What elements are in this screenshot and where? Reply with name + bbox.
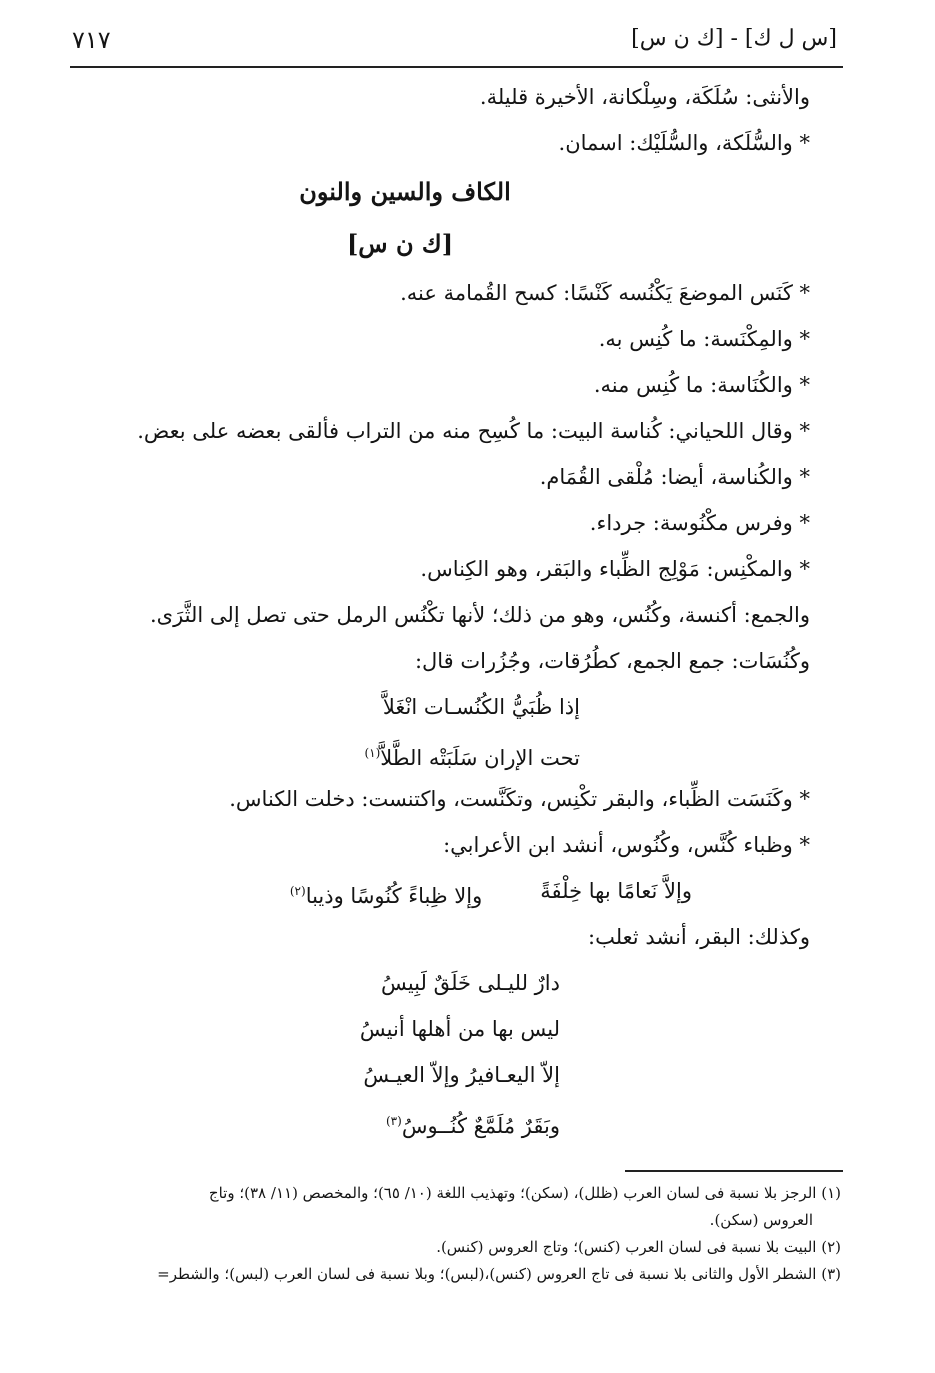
main-text [110,74,810,1144]
verse-couplet [110,868,810,914]
verse-line [110,1052,810,1098]
entry-line: والجمع: أكنسة، وكُنُس، وهو من ذلك؛ لأنها تكْنُس الرمل حتى تصل إلى الثَّرَى. [149,603,810,627]
entry-line: * وفرس مكْنُوسة: جرداء. [589,511,810,535]
footnote-line: العروس (سكن). [709,1211,813,1229]
text-line: والأنثى: سُلَكَة، وسِلْكانة، الأخيرة قليلة. [479,85,810,109]
verse-line [110,730,810,776]
entry-line: * وقال اللحياني: كُناسة البيت: ما كُسِح منه من التراب فألقى بعضه على بعض. [137,419,810,443]
entry-line: * وكَنَسَت الظِّباء، والبقر تكْنِس، وتكَنَّست، واكتنست: دخلت الكناس. [229,787,810,811]
verse-text: وبَقَرٌ مُلَمَّعٌ كُنُــوسُ [401,1114,560,1138]
running-head: [س ل ك] - [ك ن س] [631,26,837,51]
hemistich-first: وإلاَّ نَعامًا بها خِلْفَةً [540,879,692,903]
entry-line: * والكُنَاسة: ما كُنِس منه. [593,373,810,397]
footnote-ref: (١) [364,746,381,760]
verse-line [110,1098,810,1144]
entry-line: * والكُناسة، أيضا: مُلْقى القُمَام. [539,465,810,489]
footnote-line: (٣) الشطر الأول والثانى بلا نسبة فى تاج العروس (كنس)،(لبس)؛ وبلا نسبة فى لسان العرب (لبس)؛ والشطر= [157,1265,841,1283]
verse-text: ليس بها من أهلها أنيسُ [359,1017,560,1041]
verse-text: إلاّ اليعـافيرُ وإلاّ العيـسُ [363,1063,560,1087]
entry-line: * والمِكْنَسة: ما كُنِس به. [598,327,810,351]
footnote-line: (٢) البيت بلا نسبة فى لسان العرب (كنس)؛ وتاج العروس (كنس). [436,1238,841,1256]
entry-line: * كَنَس الموضعَ يَكْنُسه كَنْسًا: كسح القُمامة عنه. [400,281,810,305]
verse-text: وإلا ظِباءً كُنُوسًا وذيبا [305,884,483,908]
entry-line: وكُنُسَات: جمع الجمع، كطُرُقات، وجُزُرات قال: [414,649,810,673]
header-divider [70,66,843,68]
footnotes [78,1180,841,1288]
entry-line: * وظباء كُنَّس، وكُنُوس، أنشد ابن الأعرابي: [443,833,810,857]
page-number: ٧١٧ [72,26,111,54]
entry-line: وكذلك: البقر، أنشد ثعلب: [588,925,810,949]
footnote-divider [625,1170,843,1172]
footnote-ref: (٢) [289,884,306,898]
entry-line: * والمكْنِس: مَوْلِج الظِّباء والبَقر، وهو الكِناس. [420,557,810,581]
verse-text: تحت الإران سَلَبَتْه الطَّلاَّ [380,746,580,770]
verse-line [110,684,810,730]
section-heading: الكاف والسين والنون [299,177,511,206]
footnote-ref: (٣) [385,1114,402,1128]
verse-text: دارٌ لليـلى خَلَقٌ لَبِيسُ [381,971,560,995]
footnote-line: (١) الرجز بلا نسبة فى لسان العرب (ظلل)، (سكن)؛ وتهذيب اللغة (١٠/ ٦٥)؛ والمخصص (١١/ ٣٨)؛ وتاج [208,1184,841,1202]
verse-text: إذا ظُبَيُّ الكُنُسـات انْغَلاَّ [382,695,580,719]
verse-line [110,960,810,1006]
hemistich-second [290,868,482,914]
text-line: * والسُّلَكة، والسُّلَيْك: اسمان. [558,131,810,155]
verse-line [110,1006,810,1052]
root-heading: [ك ن س] [346,229,454,258]
